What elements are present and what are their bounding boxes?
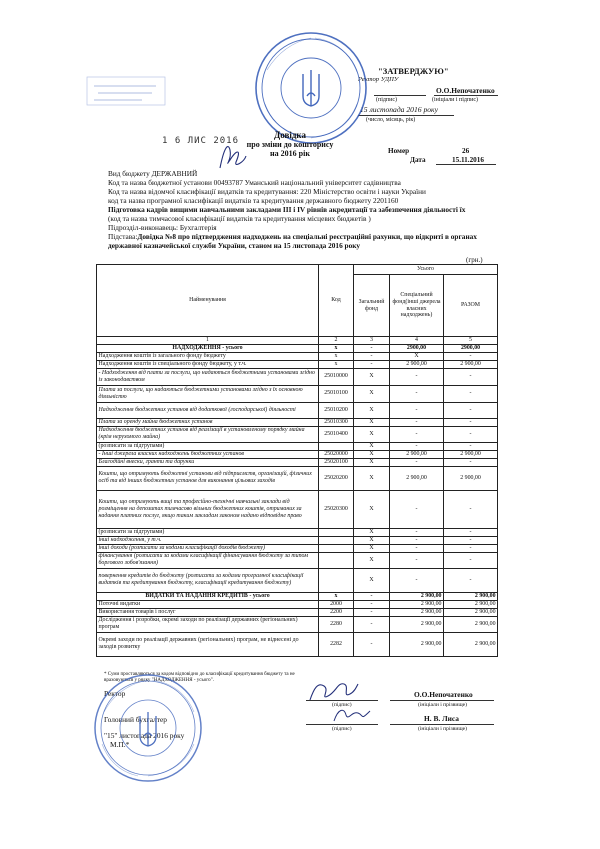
row-sum: 2 900,00 [444, 360, 498, 368]
row-name: Дослідження і розробки, окремі заходи по реалізації державних (регіональних) програм [97, 616, 319, 632]
row-code: х [319, 352, 354, 360]
basis-label: Підстава: [108, 232, 138, 241]
row-special-fund: 2 900,00 [390, 592, 444, 600]
row-name: (розписати за підгрупами) [97, 442, 319, 450]
currency-note: (грн.) [466, 256, 483, 264]
row-name: Благодійні внески, гранти та дарунки [97, 458, 319, 466]
row-sum: - [444, 458, 498, 466]
row-general-fund: - [354, 600, 390, 608]
row-general-fund: Х [354, 528, 390, 536]
row-code: 2282 [319, 632, 354, 656]
row-code: 2280 [319, 616, 354, 632]
row-sum: 2900,00 [444, 344, 498, 352]
department: Код та назва відомчої класифікації видатків та кредитування: 220 Міністерство освіти і науки України [108, 187, 426, 196]
row-name: інші надходження, у т.ч. [97, 536, 319, 544]
rector-signature [306, 674, 362, 704]
row-general-fund: Х [354, 450, 390, 458]
number-label: Номер [388, 147, 410, 155]
row-sum: 2 900,00 [444, 608, 498, 616]
row-sum: 2 900,00 [444, 466, 498, 490]
row-code: х [319, 344, 354, 352]
column-number-row [97, 337, 498, 345]
column-number: 4 [390, 337, 444, 345]
approval-role: Ректор УДПУ [358, 76, 399, 83]
table-row [97, 632, 498, 656]
bottom-round-stamp [92, 672, 204, 784]
row-general-fund: Х [354, 466, 390, 490]
column-number: 5 [444, 337, 498, 345]
row-name: Плата за оренду майна бюджетних установ [97, 418, 319, 426]
row-code: 25010200 [319, 402, 354, 418]
table-row [97, 458, 498, 466]
row-general-fund: Х [354, 442, 390, 450]
row-code: х [319, 592, 354, 600]
table-row [97, 402, 498, 418]
row-special-fund: 2 900,00 [390, 600, 444, 608]
row-code [319, 536, 354, 544]
accountant-signature [330, 703, 374, 725]
row-code: 2200 [319, 608, 354, 616]
column-number: 2 [319, 337, 354, 345]
table-row [97, 344, 498, 352]
row-name: - Надходження від плати за послуги, що надаються бюджетними установами згідно із законодавством [97, 368, 319, 385]
table-row [97, 352, 498, 360]
row-name: інші доходи (розписати за кодами класифікації доходів бюджету) [97, 544, 319, 552]
approval-date-line [358, 115, 454, 116]
row-general-fund: Х [354, 458, 390, 466]
row-general-fund: Х [354, 385, 390, 402]
row-special-fund: 2 900,00 [390, 466, 444, 490]
row-special-fund: 2900,00 [390, 344, 444, 352]
row-sum: 2 900,00 [444, 632, 498, 656]
header-special-fund: Спеціальний фонд(інші джерела власних надходжень) [390, 275, 444, 337]
row-special-fund: - [390, 458, 444, 466]
temp-classification: (код та назва тимчасової класифікації видатків та кредитування місцевих бюджетів ) [108, 214, 371, 223]
row-general-fund: Х [354, 568, 390, 592]
row-sum: - [444, 544, 498, 552]
program-name: Підготовка кадрів вищими навчальними закладами ІІІ і ІV рівнів акредитації та забезпечення діяльності їх [108, 205, 466, 214]
row-name: Надходження бюджетних установ від додаткової (господарської) діяльності [97, 402, 319, 418]
row-general-fund: - [354, 616, 390, 632]
table-row [97, 528, 498, 536]
table-row [97, 616, 498, 632]
accountant-sig-caption: (підпис) [332, 726, 352, 732]
row-code: 25020200 [319, 466, 354, 490]
approval-signature-line [374, 95, 426, 96]
accountant-name: Н. В. Лиса [424, 714, 459, 723]
row-sum: - [444, 402, 498, 418]
row-sum: - [444, 528, 498, 536]
header-general-fund: Загальний фонд [354, 275, 390, 337]
signature-date: "15" листопада 2016 року [104, 731, 185, 740]
header-code: Код [319, 265, 354, 337]
approval-sig-caption: (підпис) [376, 97, 398, 103]
table-row [97, 608, 498, 616]
approval-name: О.О.Непочатенко [436, 86, 495, 95]
header-total-group: Усього [354, 265, 498, 275]
row-sum: - [444, 352, 498, 360]
header-sum: РАЗОМ [444, 275, 498, 337]
header-row-top [97, 265, 498, 275]
date-value: 15.11.2016 [452, 156, 484, 164]
row-code: 25010000 [319, 368, 354, 385]
row-code: 2000 [319, 600, 354, 608]
row-sum: - [444, 536, 498, 544]
table-row [97, 466, 498, 490]
row-special-fund: - [390, 568, 444, 592]
row-code [319, 528, 354, 536]
row-sum: - [444, 568, 498, 592]
row-sum: 2 900,00 [444, 592, 498, 600]
row-sum: - [444, 490, 498, 528]
row-name: (розписати за підгрупами) [97, 528, 319, 536]
accountant-initials-caption: (ініціали і прізвище) [418, 726, 468, 732]
row-general-fund: Х [354, 402, 390, 418]
date-underline [436, 164, 496, 165]
received-rect-stamp [86, 76, 166, 106]
rector-name: О.О.Непочатенко [414, 690, 473, 699]
row-general-fund: Х [354, 544, 390, 552]
row-sum: - [444, 442, 498, 450]
row-code: 25020300 [319, 490, 354, 528]
university-round-stamp [253, 30, 369, 146]
accountant-name-line [390, 724, 494, 725]
row-special-fund: - [390, 402, 444, 418]
table-body [97, 344, 498, 656]
row-name: Надходження бюджетних установ від реалізації в установленому порядку майна (крім нерухомого майна) [97, 426, 319, 442]
row-general-fund: Х [354, 536, 390, 544]
row-general-fund: Х [354, 552, 390, 568]
row-special-fund: - [390, 426, 444, 442]
doc-subtitle: про зміни до кошторису [246, 140, 334, 149]
column-number: 1 [97, 337, 319, 345]
row-name: Надходження коштів із загального фонду бюджету [97, 352, 319, 360]
row-code: 25010400 [319, 426, 354, 442]
approval-date-caption: (число, місяць, рік) [366, 117, 416, 123]
row-sum: - [444, 418, 498, 426]
row-special-fund: 2 900,00 [390, 608, 444, 616]
table-row [97, 385, 498, 402]
approval-date: 15 листопада 2016 року [360, 105, 438, 114]
row-sum: 2 900,00 [444, 600, 498, 608]
row-special-fund: - [390, 544, 444, 552]
row-code [319, 544, 354, 552]
row-code [319, 552, 354, 568]
seal-place: М.П.* [110, 740, 130, 749]
row-code: 25010100 [319, 385, 354, 402]
row-general-fund: Х [354, 418, 390, 426]
row-special-fund: 2 900,00 [390, 360, 444, 368]
table-row [97, 360, 498, 368]
institution: Код та назва бюджетної установи 00493787 Уманський національний університет садівництва [108, 178, 401, 187]
row-sum: - [444, 426, 498, 442]
accountant-label: Головний бухгалтер [104, 715, 167, 724]
row-general-fund: - [354, 632, 390, 656]
row-name: Кошти, що отримують вищі та професійно-технічні навчальні заклади від розміщення на депозитах тимчасово вільних бюджетних коштів, отриманих за надання платних послуг, якщо таким закладам законом надано відповідне право [97, 490, 319, 528]
row-special-fund: - [390, 490, 444, 528]
row-sum: 2 900,00 [444, 450, 498, 458]
doc-title: Довідка [274, 130, 306, 140]
date-label: Дата [410, 156, 426, 164]
row-special-fund: - [390, 442, 444, 450]
table-row [97, 600, 498, 608]
table-row [97, 552, 498, 568]
footnote-line2: враховуються у рядку "НАДХОДЖЕННЯ - усього". [104, 678, 214, 683]
table-row [97, 544, 498, 552]
row-code [319, 442, 354, 450]
basis-text: Довідка №8 про підтвердження надходжень на спеціальні реєстраційні рахунки, що відкриті в органах [137, 232, 477, 241]
rector-name-line [390, 700, 494, 701]
row-special-fund: - [390, 528, 444, 536]
row-general-fund: - [354, 592, 390, 600]
row-name: Використання товарів і послуг [97, 608, 319, 616]
row-special-fund: - [390, 536, 444, 544]
approval-title: "ЗАТВЕРДЖУЮ" [378, 66, 449, 76]
budget-type: Вид бюджету ДЕРЖАВНИЙ [108, 169, 198, 178]
rector-initials-caption: (ініціали і прізвище) [418, 702, 468, 708]
row-special-fund: - [390, 418, 444, 426]
rector-label: Ректор [104, 689, 126, 698]
row-special-fund: 2 900,00 [390, 450, 444, 458]
table-row [97, 418, 498, 426]
table-row [97, 592, 498, 600]
header-name: Найменування [97, 265, 319, 337]
row-special-fund: - [390, 552, 444, 568]
row-special-fund: Х [390, 352, 444, 360]
table-row [97, 536, 498, 544]
row-general-fund: Х [354, 368, 390, 385]
approval-initials-caption: (ініціали і підпис) [432, 97, 479, 103]
row-code: 25020100 [319, 458, 354, 466]
row-general-fund: Х [354, 490, 390, 528]
program-code: код та назва програмної класифікації видатків та кредитування державного бюджету 2201160 [108, 196, 399, 205]
row-general-fund: - [354, 352, 390, 360]
table-row [97, 450, 498, 458]
row-code: х [319, 360, 354, 368]
row-general-fund: - [354, 344, 390, 352]
row-sum: - [444, 552, 498, 568]
row-special-fund: 2 900,00 [390, 616, 444, 632]
row-name: Надходження коштів із спеціального фонду бюджету, у т.ч. [97, 360, 319, 368]
column-number: 3 [354, 337, 390, 345]
row-name: Поточні видатки [97, 600, 319, 608]
row-general-fund: - [354, 608, 390, 616]
table-row [97, 568, 498, 592]
estimate-table [96, 264, 498, 657]
row-special-fund: 2 900,00 [390, 632, 444, 656]
row-general-fund: Х [354, 426, 390, 442]
number-value: 26 [462, 147, 470, 155]
approval-name-line [434, 95, 498, 96]
table-row [97, 368, 498, 385]
row-special-fund: - [390, 368, 444, 385]
row-sum: - [444, 368, 498, 385]
row-special-fund: - [390, 385, 444, 402]
executor: Підрозділ-виконавець: Бухгалтерія [108, 223, 217, 232]
doc-year: на 2016 рік [270, 149, 310, 158]
row-general-fund: - [354, 360, 390, 368]
rector-sig-caption: (підпис) [332, 702, 352, 708]
row-code: 25020000 [319, 450, 354, 458]
table-row [97, 490, 498, 528]
row-name: Плата за послуги, що надаються бюджетними установами згідно з їх основною діяльністю [97, 385, 319, 402]
table-row [97, 442, 498, 450]
row-name: фінансування (розписати за кодами класифікації фінансування бюджету за типом боргового зобов'язання) [97, 552, 319, 568]
received-stamp-date: 1 6 ЛИС 2016 [162, 136, 240, 146]
table-row [97, 426, 498, 442]
row-name: НАДХОДЖЕННЯ - усього [97, 344, 319, 352]
footnote-line1: * Суми проставляються за кодом відповідно до класифікації кредитування бюджету та не [104, 672, 295, 677]
row-code: 25010300 [319, 418, 354, 426]
row-name: ВИДАТКИ ТА НАДАННЯ КРЕДИТІВ - усього [97, 592, 319, 600]
row-name: Окремі заходи по реалізації державних (регіональних) програм, не віднесені до заходів розвитку [97, 632, 319, 656]
row-sum: 2 900,00 [444, 616, 498, 632]
row-sum: - [444, 385, 498, 402]
row-name: - Інші джерела власних надходжень бюджетних установ [97, 450, 319, 458]
row-name: Кошти, що отримують бюджетні установи від підприємств, організацій, фізичних осіб та від інших бюджетних установ для виконання цільових заходів [97, 466, 319, 490]
row-name: повернення кредитів до бюджету (розписати за кодами програмної класифікації видатків та кредитування бюджету, класифікації кредитування бюджету) [97, 568, 319, 592]
basis-continuation: державної казначейської служби України, станом на 15 листопада 2016 року [108, 241, 361, 250]
row-code [319, 568, 354, 592]
